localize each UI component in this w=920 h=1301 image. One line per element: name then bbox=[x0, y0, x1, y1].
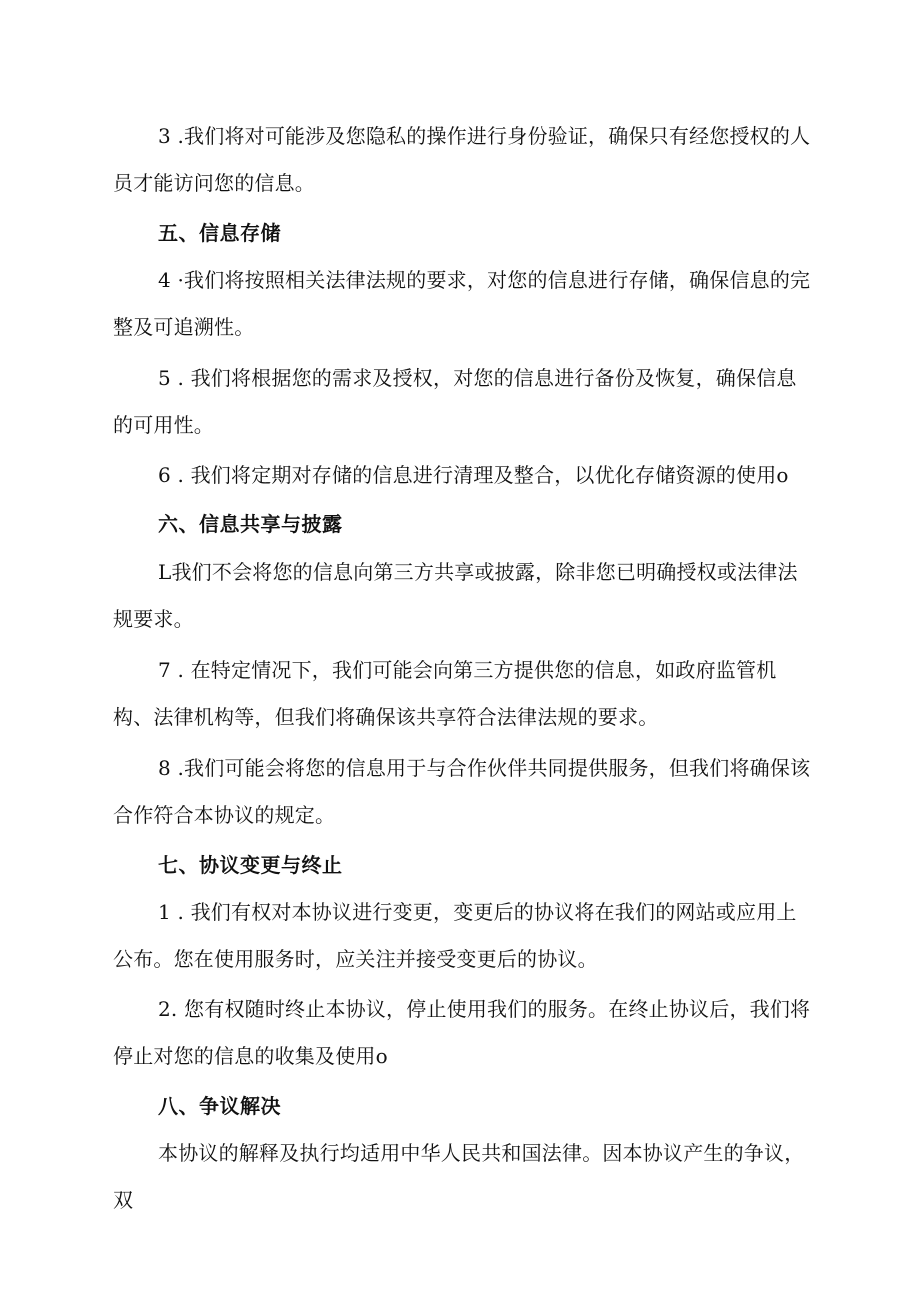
heading-information-storage: 五、信息存储 bbox=[158, 221, 281, 245]
paragraph-identity-verification: 3 .我们将对可能涉及您隐私的操作进行身份验证，确保只有经您授权的人员才能访问您的信息。 bbox=[113, 124, 811, 195]
paragraph-storage-compliance: 4 ·我们将按照相关法律法规的要求，对您的信息进行存储，确保信息的完整及可追溯性。 bbox=[113, 268, 811, 339]
heading-change-termination: 七、协议变更与终止 bbox=[158, 853, 343, 877]
paragraph-backup-recovery: 5 . 我们将根据您的需求及授权，对您的信息进行备份及恢复，确保信息的可用性。 bbox=[113, 366, 797, 437]
paragraph-no-sharing: L我们不会将您的信息向第三方共享或披露，除非您已明确授权或法律法规要求。 bbox=[113, 560, 798, 631]
heading-sharing-disclosure: 六、信息共享与披露 bbox=[158, 512, 343, 536]
heading-dispute-resolution: 八、争议解决 bbox=[158, 1094, 281, 1118]
paragraph-third-party-provision: 7 . 在特定情况下，我们可能会向第三方提供您的信息，如政府监管机构、法律机构等，但我们将确保该共享符合法律法规的要求。 bbox=[113, 658, 777, 729]
paragraph-termination: 2. 您有权随时终止本协议，停止使用我们的服务。在终止协议后，我们将停止对您的信息的收集及使用o bbox=[113, 997, 811, 1068]
paragraph-partner-services: 8 .我们可能会将您的信息用于与合作伙伴共同提供服务，但我们将确保该合作符合本协议的规定。 bbox=[113, 756, 811, 827]
paragraph-cleanup-integration: 6 . 我们将定期对存储的信息进行清理及整合，以优化存储资源的使用o bbox=[158, 463, 789, 487]
paragraph-governing-law: 本协议的解释及执行均适用中华人民共和国法律。因本协议产生的争议，双 bbox=[113, 1141, 805, 1212]
paragraph-agreement-change: 1 . 我们有权对本协议进行变更，变更后的协议将在我们的网站或应用上公布。您在使用服务时，应关注并接受变更后的协议。 bbox=[113, 900, 797, 971]
